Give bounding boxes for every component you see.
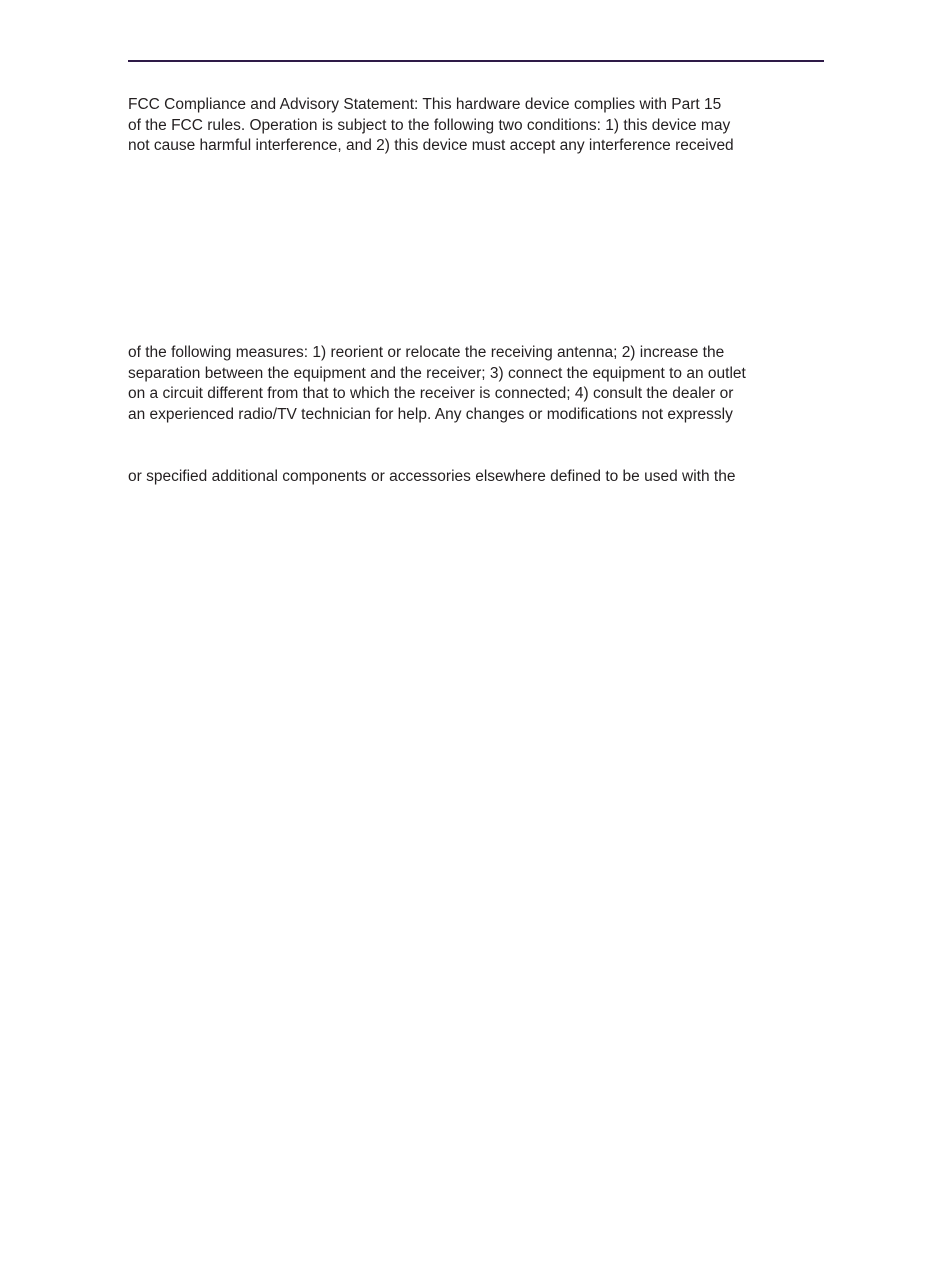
- accessories-paragraph: [128, 467, 828, 488]
- text-line: of the following measures: 1) reorient or relocate the receiving antenna; 2) increase the: [128, 344, 725, 361]
- text-line: or specified additional components or accessories elsewhere defined to be used with the: [128, 468, 736, 485]
- measures-paragraph: [128, 343, 828, 426]
- text-line: not cause harmful interference, and 2) this device must accept any interference received: [128, 137, 734, 155]
- header-rule: [128, 60, 824, 62]
- text-line: of the FCC rules. Operation is subject to the following two conditions: 1) this device may: [128, 116, 731, 134]
- text-line: FCC Compliance and Advisory Statement: This hardware device complies with Part 15: [128, 96, 722, 113]
- text-line: on a circuit different from that to which the receiver is connected; 4) consult the dealer or: [128, 385, 734, 403]
- text-line: an experienced radio/TV technician for help. Any changes or modifications not expressly: [128, 406, 733, 424]
- fcc-statement-paragraph: [128, 95, 828, 157]
- text-line: separation between the equipment and the receiver; 3) connect the equipment to an outlet: [128, 364, 746, 382]
